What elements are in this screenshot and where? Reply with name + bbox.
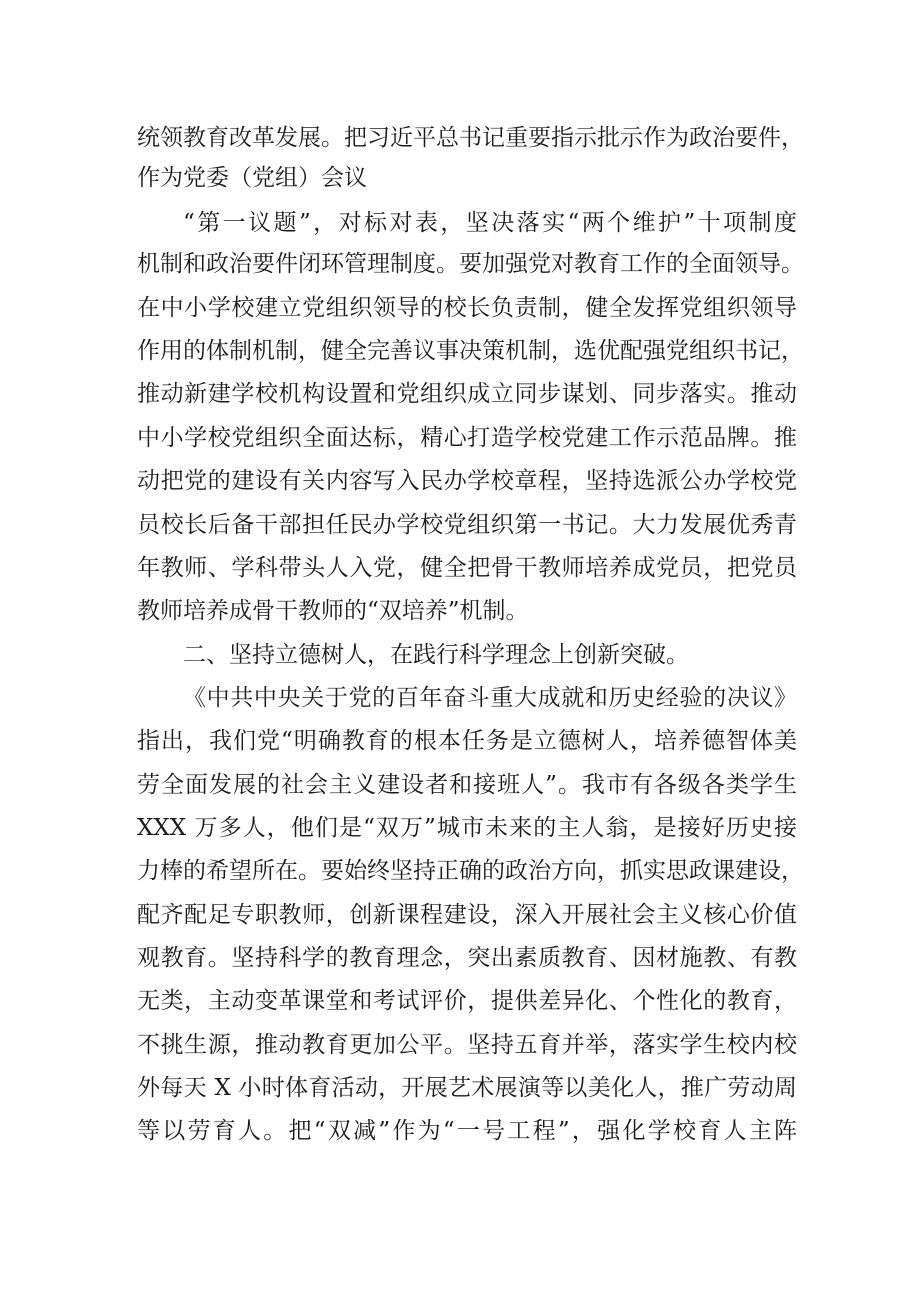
text-line: 动把党的建设有关内容写入民办学校章程，坚持选派公办学校党 [137, 468, 797, 494]
text-line: 无类，主动变革课堂和考试评价，提供差异化、个性化的教育， [137, 988, 797, 1014]
text-line: 指出，我们党“明确教育的根本任务是立德树人，培养德智体美 [137, 728, 797, 754]
text-line: 等以劳育人。把“双减”作为“一号工程”，强化学校育人主阵 [137, 1118, 797, 1144]
text-line: 配齐配足专职教师，创新课程建设，深入开展社会主义核心价值 [137, 902, 797, 928]
text-line: 观教育。坚持科学的教育理念，突出素质教育、因材施教、有教 [137, 945, 797, 971]
text-line: 中小学校党组织全面达标，精心打造学校党建工作示范品牌。推 [137, 425, 797, 451]
text-line: XXX 万多人，他们是“双万”城市未来的主人翁，是接好历史接 [137, 815, 797, 841]
text-line: 劳全面发展的社会主义建设者和接班人”。我市有各级各类学生 [137, 772, 797, 798]
text-line: 教师培养成骨干教师的“双培养”机制。 [137, 598, 529, 624]
text-line: 员校长后备干部担任民办学校党组织第一书记。大力发展优秀青 [137, 512, 797, 538]
text-line: 作用的体制机制，健全完善议事决策机制，选优配强党组织书记， [137, 338, 804, 364]
text-line: 统领教育改革发展。把习近平总书记重要指示批示作为政治要件， [137, 125, 804, 151]
section-heading: 二、坚持立德树人，在践行科学理念上创新突破。 [183, 642, 689, 668]
text-line: 作为党委（党组）会议 [137, 165, 367, 191]
text-line: 《中共中央关于党的百年奋斗重大成就和历史经验的决议》 [183, 685, 797, 711]
text-line: 不挑生源，推动教育更加公平。坚持五育并举，落实学生校内校 [137, 1032, 797, 1058]
text-line: 年教师、学科带头人入党，健全把骨干教师培养成党员，把党员 [137, 555, 797, 581]
text-line: 力棒的希望所在。要始终坚持正确的政治方向，抓实思政课建设， [137, 858, 804, 884]
text-line: 推动新建学校机构设置和党组织成立同步谋划、同步落实。推动 [137, 381, 797, 407]
text-line: “第一议题”，对标对表，坚决落实“两个维护”十项制度 [183, 210, 797, 236]
text-line: 在中小学校建立党组织领导的校长负责制，健全发挥党组织领导 [137, 295, 797, 321]
text-line: 机制和政治要件闭环管理制度。要加强党对教育工作的全面领导。 [137, 251, 804, 277]
text-line: 外每天 X 小时体育活动，开展艺术展演等以美化人，推广劳动周 [137, 1075, 797, 1101]
